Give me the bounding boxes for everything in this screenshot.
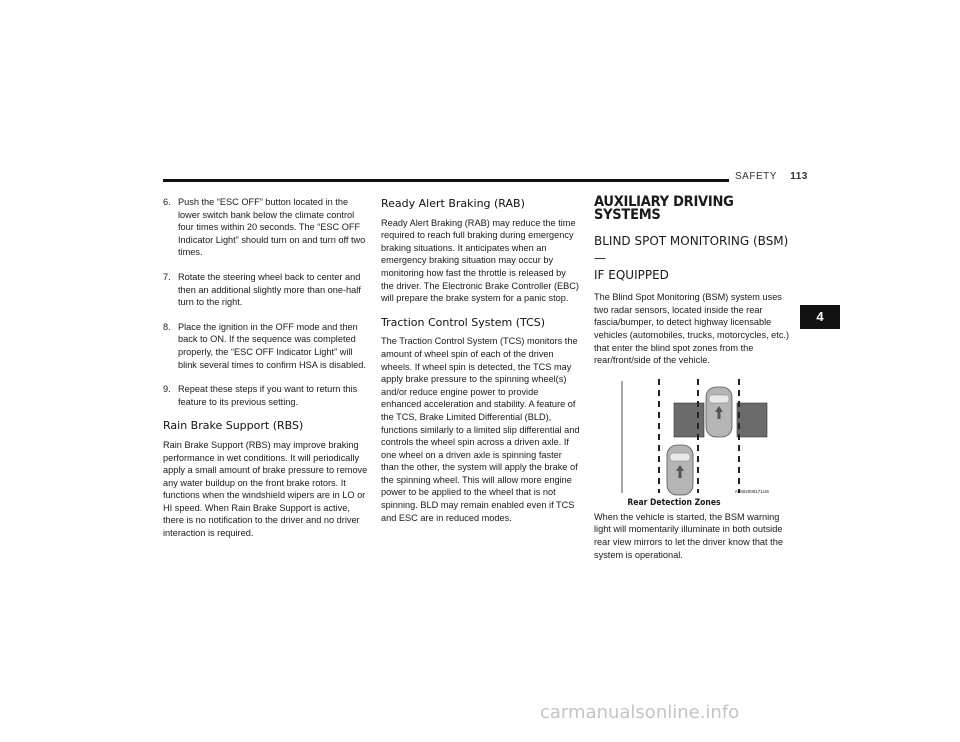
rear-detection-zones-illustration [594, 379, 779, 497]
running-head [735, 171, 808, 182]
rab-heading: Ready Alert Braking (RAB) [381, 197, 525, 210]
bsm-paragraph: The Blind Spot Monitoring (BSM) system uses two radar sensors, located inside the rear fascia/bumper, to detect highway licensable vehicles (automobiles, trucks, motorcycles, etc.) that enter the blind spot zones from the rear/front/side of the vehicle. [594, 292, 790, 366]
approaching-vehicle-icon [667, 445, 693, 495]
step-7 [163, 271, 368, 309]
column-3 [594, 196, 798, 573]
step-number: 8. [163, 321, 171, 332]
step-text: Push the “ESC OFF” button located in the lower switch bank below the climate control four times within 20 seconds. The “ESC OFF Indicator Light” should turn on and turn off two times. [178, 197, 366, 258]
left-detection-zone [674, 403, 704, 437]
auxiliary-driving-systems-heading: AUXILIARY DRIVING SYSTEMS [594, 194, 734, 223]
column-2 [381, 196, 580, 536]
step-number: 9. [163, 384, 171, 395]
bsm-heading [594, 233, 798, 284]
bsm-heading-line2: IF EQUIPPED [594, 268, 669, 283]
rbs-paragraph: Rain Brake Support (RBS) may improve braking performance in wet conditions. It will periodically apply a small amount of brake pressure to remove any water buildup on the front brake rotors. It functions when the windshield wipers are in LO or HI speed. When Rain Brake Support is active, there is no notification to the driver and no driver interaction is required. [163, 439, 368, 539]
section-title: SAFETY [735, 171, 777, 182]
step-number: 6. [163, 197, 171, 207]
step-text: Repeat these steps if you want to return this feature to its previous setting. [178, 384, 358, 407]
bsm-heading-line1: BLIND SPOT MONITORING (BSM) — [594, 234, 789, 266]
tcs-heading: Traction Control System (TCS) [381, 315, 546, 329]
chapter-tab: 4 [800, 305, 840, 329]
page-number: 113 [790, 171, 808, 182]
header-rule [163, 179, 729, 182]
watermark: carmanualsonline.info [540, 702, 740, 723]
host-vehicle-icon [706, 387, 732, 437]
right-detection-zone [737, 403, 767, 437]
step-9 [163, 383, 368, 408]
rear-detection-zones-figure [594, 379, 779, 508]
step-number: 7. [163, 271, 171, 282]
figure-caption: Rear Detection Zones [627, 497, 721, 508]
rab-paragraph: Ready Alert Braking (RAB) may reduce the time required to reach full braking during emergency braking situations. It anticipates when an emergency braking situation may occur by monitoring how fast the throttle is released by the driver. The Electronic Brake Controller (EBC) will prepare the brake system for a panic stop. [381, 217, 579, 304]
step-8 [163, 321, 368, 371]
step-text: Place the ignition in the OFF mode and then back to ON. If the sequence was completed properly, the “ESC OFF Indicator Light” will blink several times to confirm HSA is disabled. [178, 321, 366, 370]
rbs-heading: Rain Brake Support (RBS) [163, 419, 304, 433]
column-1 [163, 196, 368, 552]
tcs-paragraph: The Traction Control System (TCS) monitors the amount of wheel spin of each of the driven wheels. If wheel spin is detected, the TCS may apply brake pressure to the spinning wheel(s) and/or reduce engine power to provide enhanced acceleration and stability. A feature of the TCS, Brake Limited Differential (BLD), functions similarly to a limited slip differential and controls the wheel spin across a driven axle. If one wheel on a driven axle is spinning faster than the other, the system will apply the brake of the spinning wheel. This will allow more engine power to be applied to the wheel that is not spinning. BLD may remain enabled even if TCS and ESC are in reduced modes. [381, 336, 580, 523]
figure-code: A0502000171US [734, 488, 769, 494]
bsm-paragraph-2: When the vehicle is started, the BSM warning light will momentarily illuminate in both outside rear view mirrors to let the driver know that the system is operational. [594, 511, 783, 560]
step-6 [163, 196, 368, 259]
step-text: Rotate the steering wheel back to center and then an additional slightly more than one-half turn to the right. [178, 271, 361, 308]
